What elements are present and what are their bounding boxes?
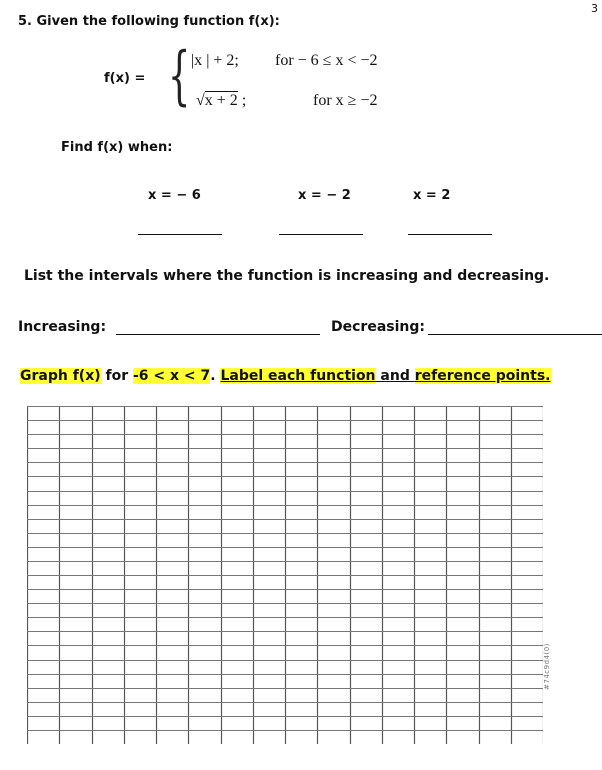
piece2-expression	[196, 92, 246, 110]
graph-instruction-part1: Graph f(x)	[20, 368, 101, 384]
piece1-expression: |x | + 2;	[191, 52, 239, 69]
graph-instruction-label-functions: Label each function	[220, 368, 376, 384]
piece2-radicand: x + 2	[204, 92, 238, 109]
decreasing-label: Decreasing:	[331, 319, 425, 335]
intervals-question: List the intervals where the function is increasing and decreasing.	[24, 268, 550, 284]
question-text: Given the following function f(x):	[36, 14, 280, 29]
piece2-condition: for x ≥ −2	[313, 92, 378, 109]
graph-instruction-reference-points: reference points.	[414, 368, 551, 384]
increasing-label: Increasing:	[18, 319, 107, 335]
function-label: f(x) =	[104, 71, 146, 86]
watermark: #74c9d4(0)	[543, 643, 551, 690]
increasing-answer-line[interactable]	[116, 334, 320, 335]
left-brace-icon: {	[168, 39, 191, 113]
answer-line-3[interactable]	[408, 234, 492, 235]
graph-grid[interactable]	[27, 406, 543, 744]
sqrt-icon: √	[196, 92, 205, 109]
page-number: 3	[591, 2, 598, 15]
find-label: Find f(x) when:	[61, 140, 173, 155]
x-value-2: x = − 2	[298, 188, 351, 203]
graph-instruction-domain: -6 < x < 7	[133, 368, 211, 384]
question-title	[18, 14, 280, 29]
piece2-semicolon: ;	[237, 92, 247, 109]
x-value-1: x = − 6	[148, 188, 201, 203]
question-number: 5.	[18, 14, 32, 29]
piece1-condition: for − 6 ≤ x < −2	[275, 52, 378, 69]
graph-instruction-part4: .	[210, 368, 221, 384]
graph-instruction-and: and	[375, 368, 415, 384]
x-value-3: x = 2	[413, 188, 451, 203]
graph-instruction	[20, 368, 551, 384]
answer-line-2[interactable]	[279, 234, 363, 235]
decreasing-answer-line[interactable]	[428, 334, 602, 335]
answer-line-1[interactable]	[138, 234, 222, 235]
graph-instruction-part2: for	[100, 368, 133, 384]
